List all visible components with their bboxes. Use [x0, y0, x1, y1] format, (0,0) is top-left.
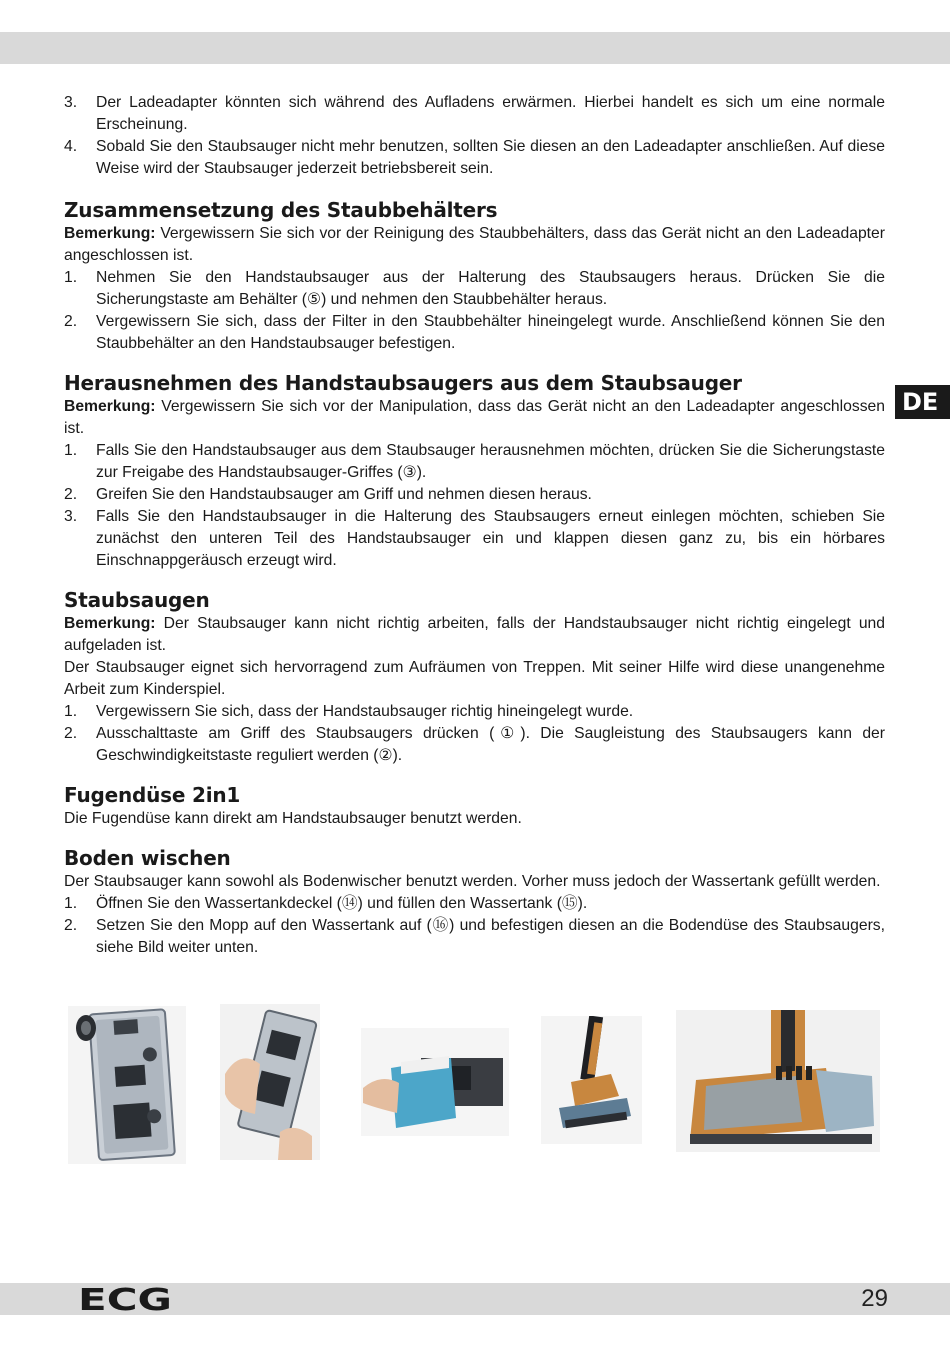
section-title: Herausnehmen des Handstaubsaugers aus dem Staubsauger	[64, 371, 742, 395]
list-item: 1. Falls Sie den Handstaubsauger aus dem Staubsauger herausnehmen möchten, drücken Sie die Sicherungstaste zur Freigabe des Handstaubsauger-Griffes (③).	[64, 442, 885, 481]
vacuum-mop-closeup-photo	[676, 1010, 880, 1152]
language-tab: DE	[895, 385, 950, 419]
note: Bemerkung: Der Staubsauger kann nicht richtig arbeiten, falls der Handstaubsauger nicht richtig eingelegt und aufgeladen ist.	[64, 615, 885, 654]
section-title: Staubsaugen	[64, 588, 210, 612]
tank-filter-hands-photo	[220, 1004, 320, 1160]
section-title: Zusammensetzung des Staubbehälters	[64, 198, 498, 222]
steps-list	[64, 701, 885, 767]
list-item: 2. Greifen Sie den Handstaubsauger am Griff und nehmen diesen heraus.	[64, 486, 592, 503]
list-item: 4. Sobald Sie den Staubsauger nicht mehr benutzen, sollten Sie diesen an den Ladeadapter anschließen. Auf diese Weise wird der Staubsauger jederzeit betriebsbereit sein.	[64, 138, 885, 177]
list-item: 2. Setzen Sie den Mopp auf den Wassertank auf (⑯) und befestigen diesen an die Bodendüse des Staubsaugers, siehe Bild weiter unten.	[64, 917, 885, 956]
list-item: 1. Vergewissern Sie sich, dass der Handstaubsauger richtig hineingelegt wurde.	[64, 703, 634, 720]
paragraph: Der Staubsauger kann sowohl als Bodenwischer benutzt werden. Vorher muss jedoch der Wassertank gefüllt werden.	[64, 873, 881, 890]
photo-strip	[0, 1000, 950, 1170]
list-item: 2. Vergewissern Sie sich, dass der Filter in den Staubbehälter hineingelegt wurde. Anschließend können Sie den Staubbehälter an den Handstaubsauger befestigen.	[64, 313, 885, 352]
brand-text: ECG	[78, 1287, 172, 1313]
ecg-logo	[78, 1287, 174, 1313]
list-item: 1. Öffnen Sie den Wassertankdeckel (⑭) und füllen den Wassertank (⑮).	[64, 895, 588, 912]
section-mopping	[64, 845, 885, 959]
paragraph: Die Fugendüse kann direkt am Handstaubsauger benutzt werden.	[64, 810, 522, 827]
manual-content	[64, 92, 885, 959]
section-title: Fugendüse 2in1	[64, 783, 241, 807]
section-vacuuming	[64, 587, 885, 767]
vacuum-side-photo	[541, 1016, 642, 1144]
section-title: Boden wischen	[64, 846, 231, 870]
note: Bemerkung: Vergewissern Sie sich vor der Reinigung des Staubbehälters, dass das Gerät nicht an den Ladeadapter angeschlossen ist.	[64, 225, 885, 264]
note: Bemerkung: Vergewissern Sie sich vor der Manipulation, dass das Gerät nicht an den Ladeadapter angeschlossen ist.	[64, 398, 885, 437]
intro-list	[64, 92, 885, 180]
water-tank-photo	[68, 1006, 186, 1164]
steps-list	[64, 440, 885, 572]
header-bar	[0, 32, 950, 64]
section-crevice-tool	[64, 782, 885, 830]
mop-attach-photo	[361, 1028, 509, 1136]
steps-list	[64, 267, 885, 355]
list-item: 3. Der Ladeadapter könnten sich während des Aufladens erwärmen. Hierbei handelt es sich um eine normale Erscheinung.	[64, 94, 885, 133]
section-remove-handheld	[64, 370, 885, 572]
paragraph: Der Staubsauger eignet sich hervorragend zum Aufräumen von Treppen. Mit seiner Hilfe wird diese unangenehme Arbeit zum Kinderspiel.	[64, 659, 885, 698]
list-item: 2. Ausschalttaste am Griff des Staubsaugers drücken (①). Die Saugleistung des Staubsaugers kann der Geschwindigkeitstaste reguliert werden (②).	[64, 725, 885, 764]
list-item: 3. Falls Sie den Handstaubsauger in die Halterung des Staubsaugers erneut einlegen möchten, schieben Sie zunächst den unteren Teil des Handstaubsauger ein und klappen diesen ganz zu, bis ein hörbares Einschnappgeräusch erzeugt wird.	[64, 508, 885, 569]
steps-list	[64, 893, 885, 959]
section-dust-container	[64, 197, 885, 355]
page-number: 29	[861, 1285, 888, 1312]
list-item: 1. Nehmen Sie den Handstaubsauger aus der Halterung des Staubsaugers heraus. Drücken Sie die Sicherungstaste am Behälter (⑤) und nehmen den Staubbehälter heraus.	[64, 269, 885, 308]
